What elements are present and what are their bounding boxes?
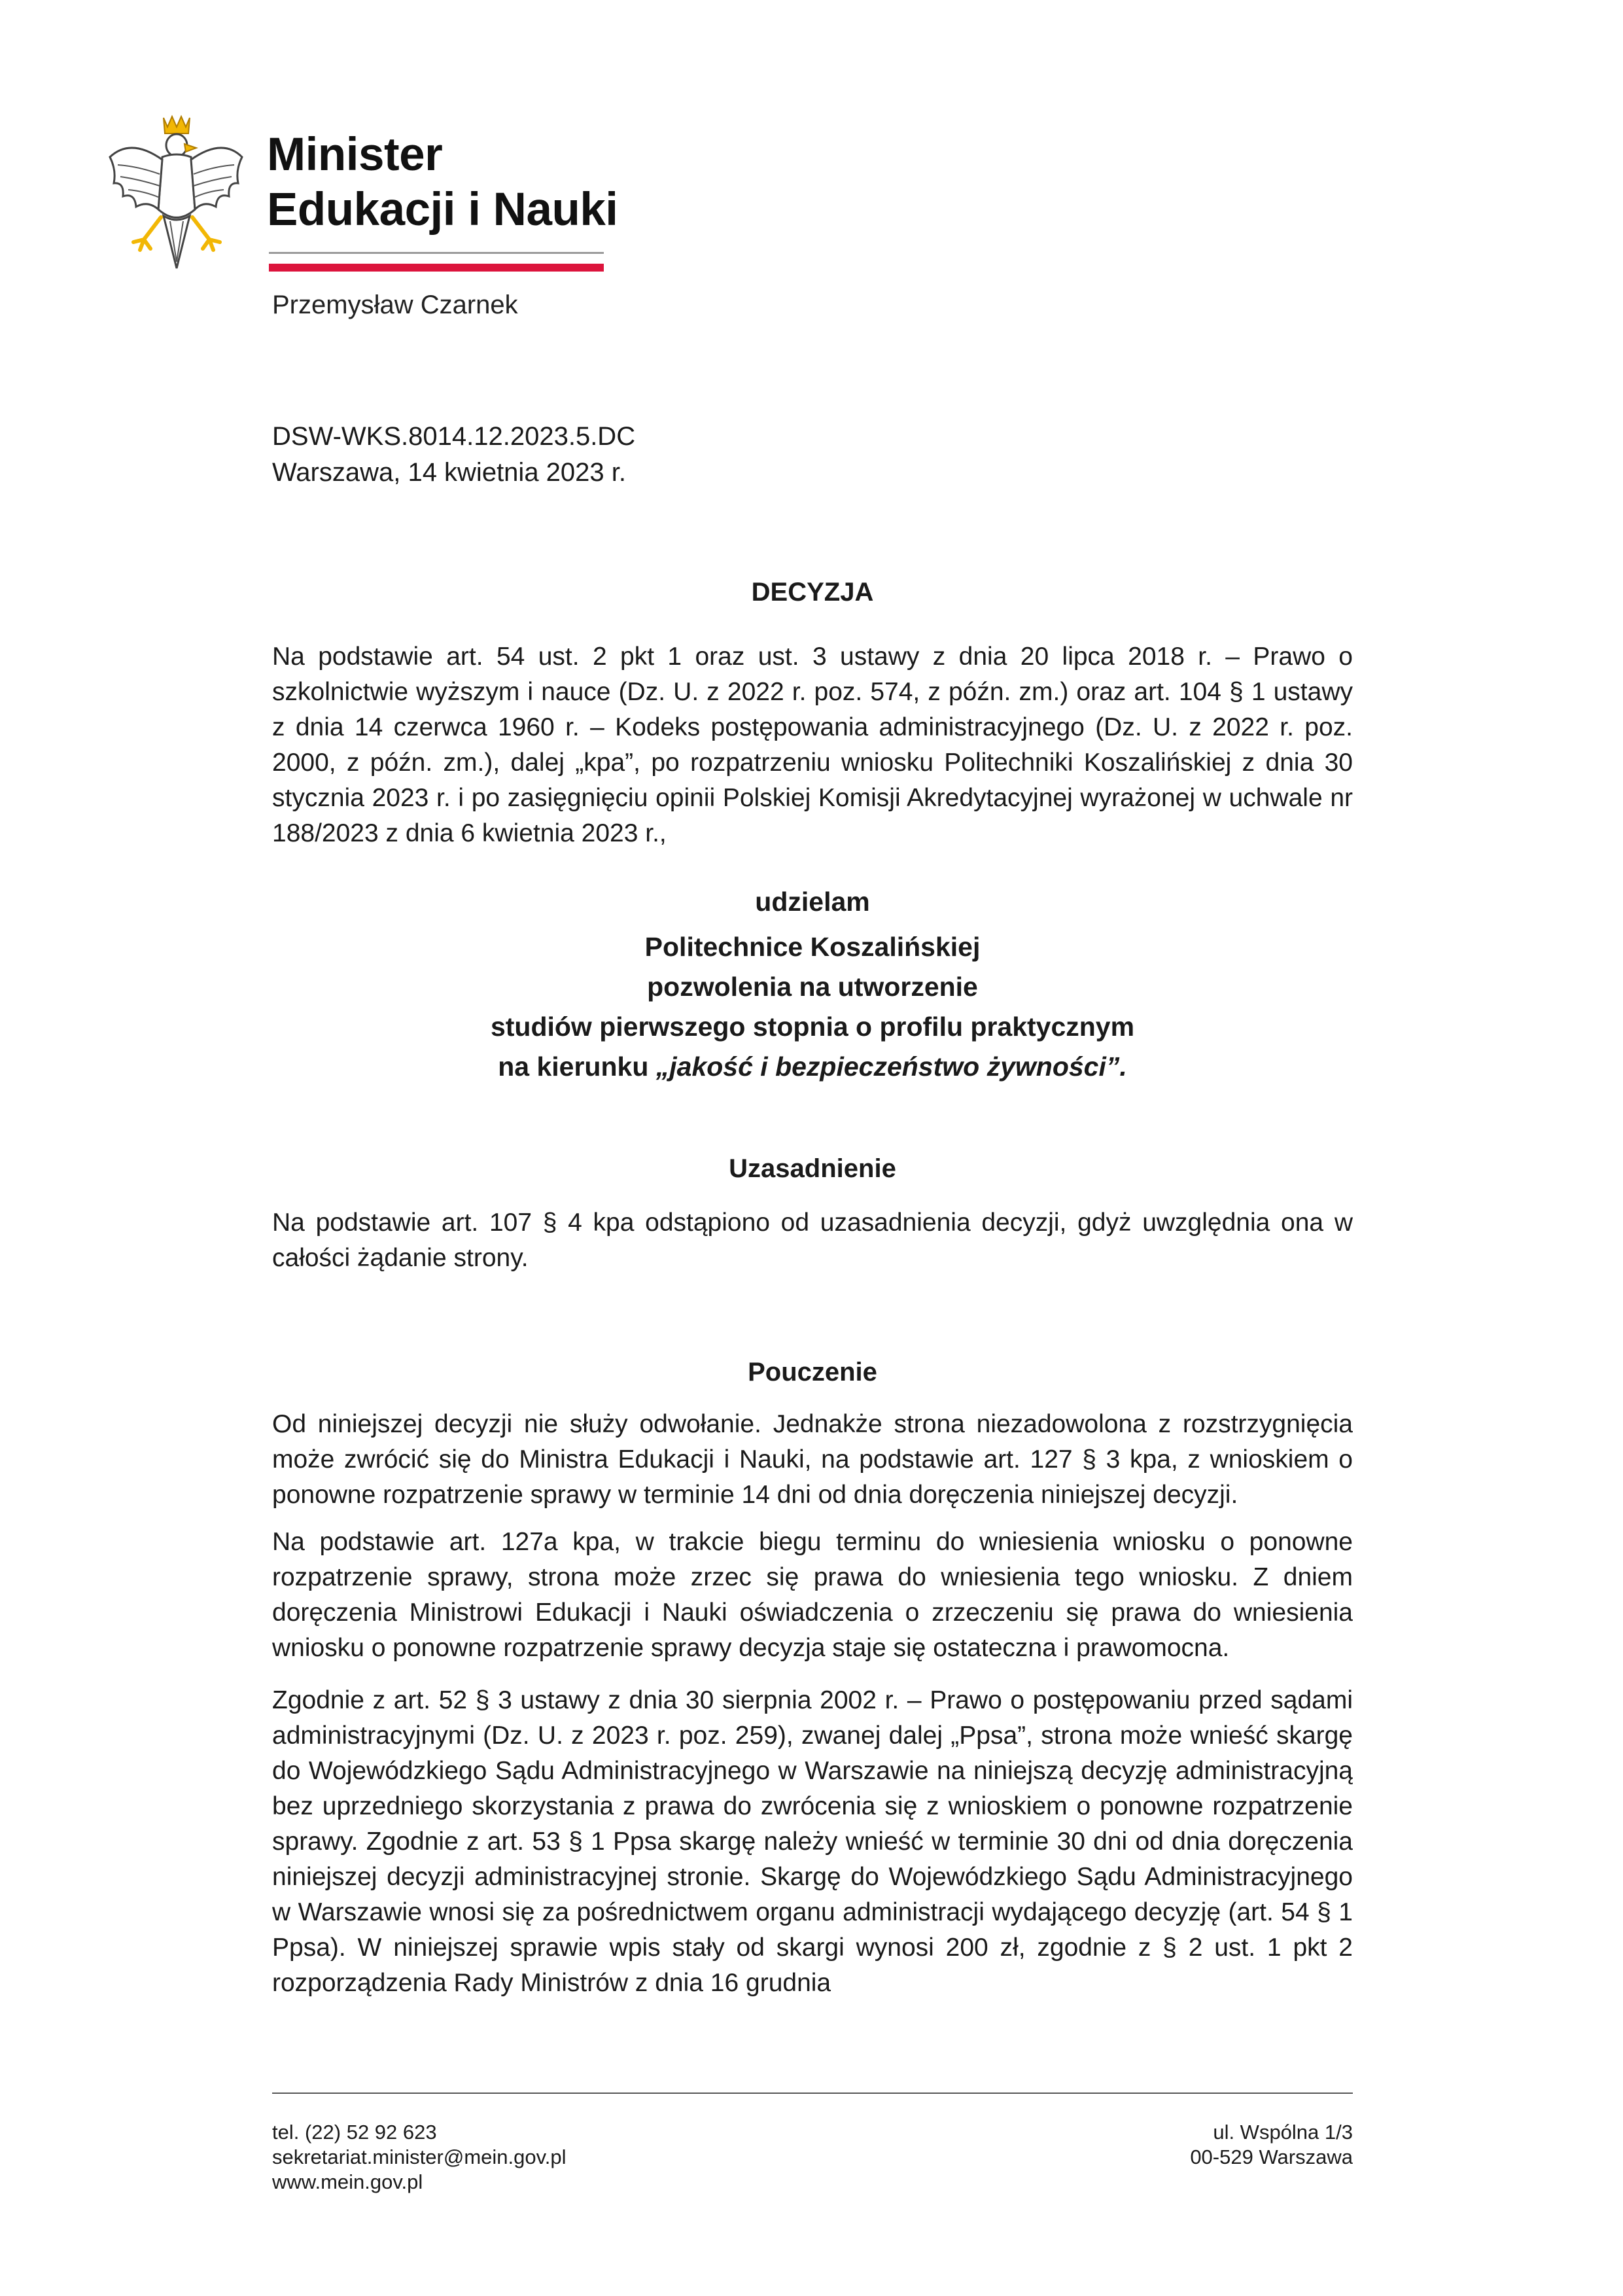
ministry-name-line1: Minister <box>267 129 443 181</box>
footer-email[interactable]: sekretariat.minister@mein.gov.pl <box>272 2146 567 2168</box>
minister-name: Przemysław Czarnek <box>272 291 518 319</box>
grant-field-prefix: na kierunku <box>498 1051 656 1082</box>
instruction-paragraph-1 <box>272 1407 1353 1513</box>
instruction-text-3: Zgodnie z art. 52 § 3 ustawy z dnia 30 sierpnia 2002 r. – Prawo o postępowaniu przed sądami administracyjnymi (Dz. U. z 2023 r. poz. 259), zwanej dalej „Ppsa”, strona może wnieść skargę do Wojewódzkiego Sądu Administracyjnego w Warszawie na niniejszą decyzję administracyjną bez uprzedniego skorzystania z prawa do zwrócenia się z wnioskiem o ponowne rozpatrzenie sprawy. Zgodnie z art. 53 § 1 Ppsa skargę należy wnieść w terminie 30 dni od dnia doręczenia niniejszej decyzji administracyjnej stronie. Skargę do Wojewódzkiego Sądu Administracyjnego w Warszawie wnosi się za pośrednictwem organu administracji wydającego decyzję (art. 54 § 1 Ppsa). W niniejszej sprawie wpis stały od skargi wynosi 200 zł, zgodnie z § 2 ust. 1 pkt 2 rozporządzenia Rady Ministrów z dnia 16 grudnia <box>272 1686 1353 1997</box>
footer-divider <box>272 2093 1353 2094</box>
instruction-paragraph-3 <box>272 1683 1353 2001</box>
case-number: DSW-WKS.8014.12.2023.5.DC <box>272 422 636 451</box>
flag-stripe-grey <box>269 252 604 254</box>
flag-stripe-red <box>269 264 604 272</box>
ministry-name <box>267 128 618 238</box>
reference-block <box>272 419 635 491</box>
legal-basis-text: Na podstawie art. 54 ust. 2 pkt 1 oraz ust. 3 ustawy z dnia 20 lipca 2018 r. – Prawo o szkolnictwie wyższym i nauce (Dz. U. z 2022 r. poz. 574, z późn. zm.) oraz art. 104 § 1 ustawy z dnia 14 czerwca 1960 r. – Kodeks postępowania administracyjnego (Dz. U. z 2022 r. poz. 2000, z późn. zm.), dalej „kpa”, po rozpatrzeniu wniosku Politechniki Koszalińskiej z dnia 30 stycznia 2023 r. i po zasięgnięciu opinii Polskiej Komisji Akredytacyjnej wyrażonej w uchwale nr 188/2023 z dnia 6 kwietnia 2023 r., <box>272 643 1353 847</box>
justification-title: Uzasadnienie <box>729 1154 896 1183</box>
footer-street: ul. Wspólna 1/3 <box>1213 2121 1353 2144</box>
instruction-title: Pouczenie <box>748 1358 877 1386</box>
instruction-paragraph-2 <box>272 1525 1353 1666</box>
ministry-name-line2: Edukacji i Nauki <box>267 184 618 236</box>
grant-field-name: „jakość i bezpieczeństwo żywności”. <box>655 1051 1127 1082</box>
grant-block <box>272 882 1353 1087</box>
instruction-text-1: Od niniejszej decyzji nie służy odwołanie. Jednakże strona niezadowolona z rozstrzygnięcia może zwrócić się do Ministra Edukacji i Nauki, na podstawie art. 127 § 3 kpa, z wnioskiem o ponowne rozpatrzenie sprawy w terminie 14 dni od dnia doręczenia niniejszej decyzji. <box>272 1410 1353 1509</box>
footer-phone: tel. (22) 52 92 623 <box>272 2121 437 2144</box>
justification-paragraph <box>272 1205 1353 1276</box>
footer-city: 00-529 Warszawa <box>1190 2146 1353 2168</box>
grant-recipient: Politechnice Koszalińskiej <box>644 932 981 962</box>
grant-field <box>272 1047 1353 1087</box>
grant-permission: pozwolenia na utworzenie <box>647 972 978 1002</box>
decision-title: DECYZJA <box>751 578 874 607</box>
grant-verb: udzielam <box>755 887 870 917</box>
legal-basis-paragraph <box>272 639 1353 851</box>
place-date: Warszawa, 14 kwietnia 2023 r. <box>272 458 626 487</box>
footer-address <box>1190 2120 1353 2170</box>
footer-contact <box>272 2120 567 2195</box>
footer-website[interactable]: www.mein.gov.pl <box>272 2170 423 2193</box>
justification-text: Na podstawie art. 107 § 4 kpa odstąpiono od uzasadnienia decyzji, gdyż uwzględnia ona w całości żądanie strony. <box>272 1209 1353 1272</box>
instruction-text-2: Na podstawie art. 127a kpa, w trakcie biegu terminu do wniesienia wniosku o ponowne rozpatrzenie sprawy, strona może zrzec się prawa do wniesienia tego wniosku. Z dniem doręczenia Ministrowi Edukacji i Nauki oświadczenia o zrzeczeniu się prawa do wniesienia wniosku o ponowne rozpatrzenie sprawy decyzja staje się ostateczna i prawomocna. <box>272 1528 1353 1662</box>
white-eagle-emblem-icon <box>105 111 245 275</box>
grant-studies: studiów pierwszego stopnia o profilu praktycznym <box>490 1012 1135 1042</box>
